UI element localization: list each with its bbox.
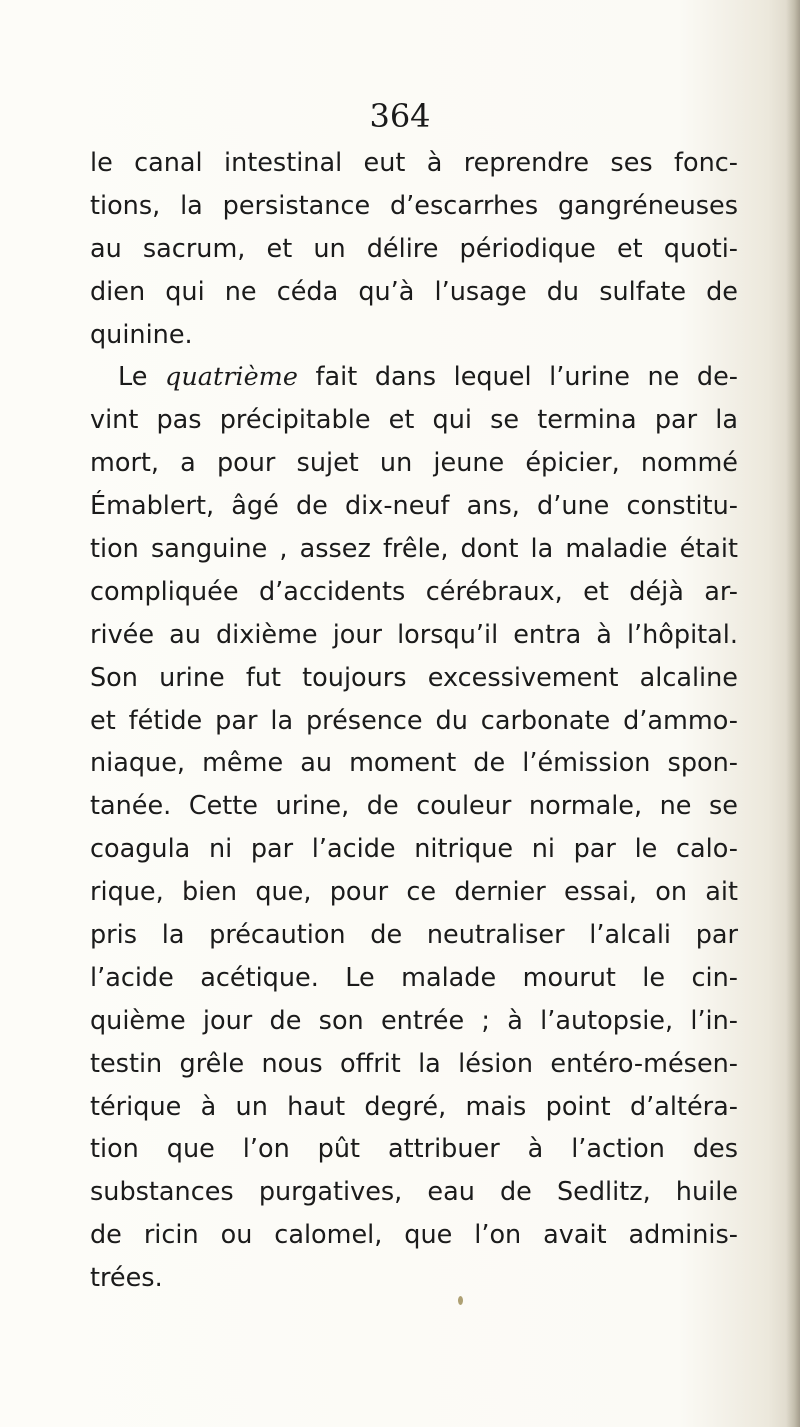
text-line: Son urine fut toujours excessivement alcaline <box>90 662 738 693</box>
page-edge-shadow <box>786 0 800 1427</box>
text-line: tanée. Cette urine, de couleur normale, ne se <box>90 791 738 822</box>
paragraph-lead-word: Le <box>118 362 148 393</box>
paragraph-first-line <box>90 356 738 399</box>
text-line: le canal intestinal eut à reprendre ses fonc- <box>90 148 738 178</box>
text-line: de ricin ou calomel, que l’on avait adminis- <box>90 1220 738 1251</box>
text-line: rique, bien que, pour ce dernier essai, on ait <box>90 877 738 908</box>
text-line: niaque, même au moment de l’émission spon- <box>90 748 738 779</box>
text-line: quième jour de son entrée ; à l’autopsie, l’in- <box>90 1005 738 1036</box>
text-line: Émablert, âgé de dix-neuf ans, d’une constitu- <box>90 491 738 522</box>
italic-word: quatrième <box>165 362 298 393</box>
text-line: substances purgatives, eau de Sedlitz, huile <box>90 1177 738 1208</box>
paragraph-first-line-rest: fait dans lequel l’urine ne de- <box>315 362 739 393</box>
text-line: térique à un haut degré, mais point d’altéra- <box>90 1091 738 1122</box>
body-text <box>90 142 738 1300</box>
text-line: tion que l’on pût attribuer à l’action des <box>90 1134 738 1165</box>
text-line: testin grêle nous offrit la lésion entéro-mésen- <box>90 1048 738 1079</box>
text-line: mort, a pour sujet un jeune épicier, nommé <box>90 448 738 479</box>
text-line: trées. <box>90 1263 163 1294</box>
text-line: pris la précaution de neutraliser l’alcali par <box>90 920 738 951</box>
text-line: au sacrum, et un délire périodique et quoti- <box>90 233 738 264</box>
text-line: tions, la persistance d’escarrhes gangréneuses <box>90 190 738 221</box>
text-line: et fétide par la présence du carbonate d’ammo- <box>90 705 738 736</box>
text-line: dien qui ne céda qu’à l’usage du sulfate de <box>90 276 738 307</box>
ink-spot <box>458 1296 463 1305</box>
text-line: l’acide acétique. Le malade mourut le cin- <box>90 962 738 993</box>
text-line: vint pas précipitable et qui se termina par la <box>90 405 738 436</box>
text-line: tion sanguine , assez frêle, dont la maladie était <box>90 534 738 565</box>
page-number: 364 <box>369 97 431 135</box>
text-line: compliquée d’accidents cérébraux, et déjà ar- <box>90 576 738 607</box>
text-line: coagula ni par l’acide nitrique ni par le calo- <box>90 834 738 865</box>
text-line: quinine. <box>90 319 193 350</box>
text-line: rivée au dixième jour lorsqu’il entra à l’hôpital. <box>90 619 738 650</box>
